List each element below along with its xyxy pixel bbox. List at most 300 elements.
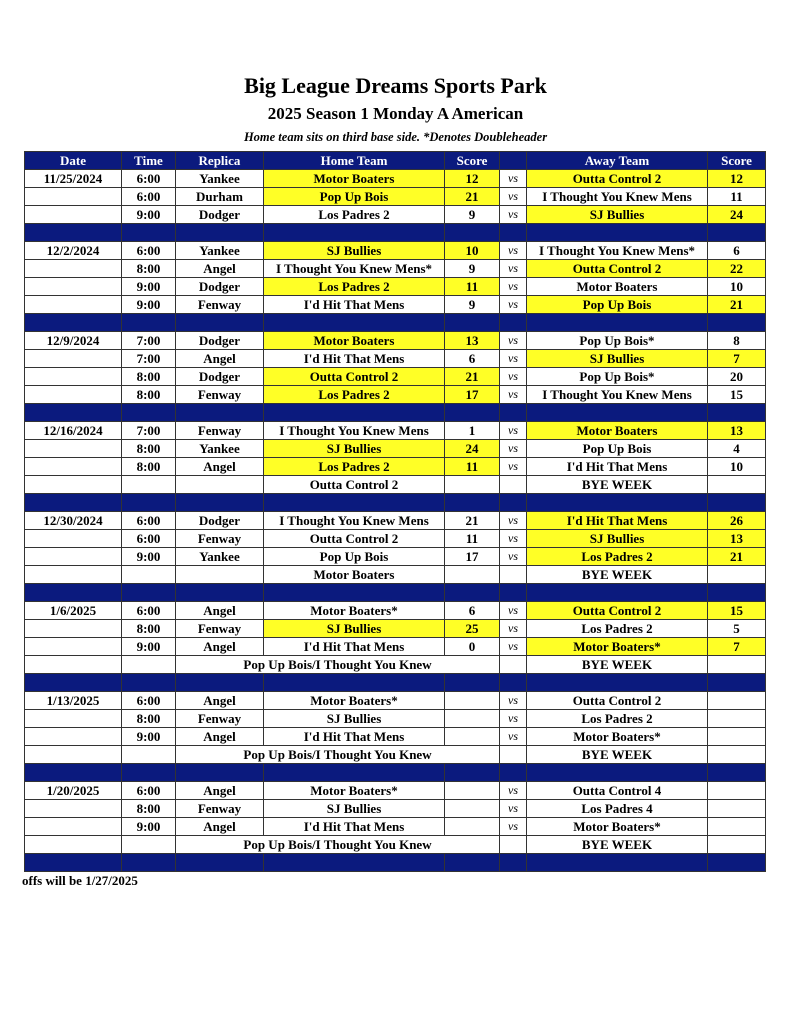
separator-row xyxy=(25,404,766,422)
game-row xyxy=(25,350,766,368)
time-cell: 7:00 xyxy=(122,422,176,440)
vs-cell: vs xyxy=(500,170,527,188)
away-team-cell: Los Padres 2 xyxy=(527,710,708,728)
home-team-cell: SJ Bullies xyxy=(264,710,445,728)
separator-cell xyxy=(176,404,264,422)
separator-cell xyxy=(500,674,527,692)
home-score-cell xyxy=(445,566,500,584)
home-team-cell: Outta Control 2 xyxy=(264,368,445,386)
date-cell xyxy=(25,638,122,656)
date-cell xyxy=(25,368,122,386)
separator-cell xyxy=(708,404,766,422)
game-row xyxy=(25,332,766,350)
date-cell xyxy=(25,476,122,494)
separator-cell xyxy=(445,584,500,602)
home-score-cell: 11 xyxy=(445,458,500,476)
header-vs xyxy=(500,152,527,170)
separator-cell xyxy=(176,674,264,692)
game-row xyxy=(25,242,766,260)
away-score-cell: 21 xyxy=(708,548,766,566)
vs-cell: vs xyxy=(500,188,527,206)
home-team-cell: I Thought You Knew Mens xyxy=(264,422,445,440)
date-cell xyxy=(25,836,122,854)
game-row xyxy=(25,530,766,548)
bye-row xyxy=(25,746,766,764)
separator-row xyxy=(25,854,766,872)
bye-team-cell: Pop Up Bois/I Thought You Knew xyxy=(176,656,500,674)
separator-row xyxy=(25,494,766,512)
home-team-cell: I Thought You Knew Mens xyxy=(264,512,445,530)
replica-cell: Angel xyxy=(176,782,264,800)
home-score-cell: 6 xyxy=(445,602,500,620)
replica-cell: Angel xyxy=(176,818,264,836)
home-score-cell: 24 xyxy=(445,440,500,458)
vs-cell: vs xyxy=(500,260,527,278)
replica-cell: Angel xyxy=(176,260,264,278)
home-score-cell: 21 xyxy=(445,512,500,530)
game-row xyxy=(25,710,766,728)
page-title: Big League Dreams Sports Park xyxy=(244,73,547,98)
away-team-cell: Motor Boaters* xyxy=(527,728,708,746)
separator-row xyxy=(25,224,766,242)
separator-row xyxy=(25,674,766,692)
replica-cell: Yankee xyxy=(176,170,264,188)
vs-cell: vs xyxy=(500,242,527,260)
date-cell: 1/20/2025 xyxy=(25,782,122,800)
separator-cell xyxy=(176,764,264,782)
date-cell xyxy=(25,620,122,638)
separator-cell xyxy=(445,224,500,242)
bye-row xyxy=(25,836,766,854)
date-cell xyxy=(25,710,122,728)
game-row xyxy=(25,278,766,296)
vs-cell: vs xyxy=(500,332,527,350)
away-score-cell: 13 xyxy=(708,530,766,548)
separator-cell xyxy=(25,224,122,242)
replica-cell: Dodger xyxy=(176,368,264,386)
time-cell: 9:00 xyxy=(122,296,176,314)
time-cell xyxy=(122,476,176,494)
replica-cell: Angel xyxy=(176,458,264,476)
separator-cell xyxy=(708,854,766,872)
separator-cell xyxy=(176,224,264,242)
time-cell: 8:00 xyxy=(122,458,176,476)
separator-row xyxy=(25,764,766,782)
separator-cell xyxy=(264,764,445,782)
date-cell xyxy=(25,548,122,566)
away-score-cell xyxy=(708,728,766,746)
time-cell: 9:00 xyxy=(122,206,176,224)
replica-cell: Yankee xyxy=(176,440,264,458)
home-score-cell: 17 xyxy=(445,386,500,404)
away-team-cell: I Thought You Knew Mens xyxy=(527,386,708,404)
separator-cell xyxy=(527,584,708,602)
vs-cell: vs xyxy=(500,368,527,386)
time-cell: 6:00 xyxy=(122,188,176,206)
time-cell: 9:00 xyxy=(122,818,176,836)
replica-cell: Angel xyxy=(176,602,264,620)
home-score-cell: 17 xyxy=(445,548,500,566)
time-cell: 8:00 xyxy=(122,386,176,404)
away-score-cell: 26 xyxy=(708,512,766,530)
away-team-cell: Outta Control 2 xyxy=(527,260,708,278)
time-cell: 6:00 xyxy=(122,602,176,620)
away-score-cell xyxy=(708,692,766,710)
away-team-cell: Motor Boaters xyxy=(527,422,708,440)
game-row xyxy=(25,548,766,566)
separator-cell xyxy=(264,404,445,422)
game-row xyxy=(25,512,766,530)
away-team-cell: I'd Hit That Mens xyxy=(527,512,708,530)
vs-cell: vs xyxy=(500,728,527,746)
away-score-cell: 15 xyxy=(708,602,766,620)
home-team-cell: I'd Hit That Mens xyxy=(264,818,445,836)
home-score-cell: 9 xyxy=(445,206,500,224)
game-row xyxy=(25,692,766,710)
time-cell xyxy=(122,746,176,764)
home-score-cell: 13 xyxy=(445,332,500,350)
away-team-cell: I Thought You Knew Mens* xyxy=(527,242,708,260)
separator-cell xyxy=(122,854,176,872)
separator-cell xyxy=(500,854,527,872)
away-score-cell: 10 xyxy=(708,278,766,296)
separator-cell xyxy=(445,674,500,692)
time-cell: 9:00 xyxy=(122,638,176,656)
bye-week-cell: BYE WEEK xyxy=(527,836,708,854)
time-cell: 8:00 xyxy=(122,620,176,638)
game-row xyxy=(25,782,766,800)
date-cell xyxy=(25,350,122,368)
date-cell xyxy=(25,566,122,584)
vs-cell: vs xyxy=(500,818,527,836)
replica-cell: Fenway xyxy=(176,800,264,818)
away-score-cell: 13 xyxy=(708,422,766,440)
home-team-cell: Motor Boaters* xyxy=(264,692,445,710)
away-score-cell xyxy=(708,476,766,494)
date-cell: 12/16/2024 xyxy=(25,422,122,440)
separator-cell xyxy=(176,314,264,332)
time-cell xyxy=(122,656,176,674)
replica-cell: Yankee xyxy=(176,242,264,260)
separator-cell xyxy=(445,314,500,332)
date-cell xyxy=(25,260,122,278)
separator-cell xyxy=(176,854,264,872)
separator-cell xyxy=(264,224,445,242)
away-team-cell: Motor Boaters* xyxy=(527,638,708,656)
separator-cell xyxy=(445,494,500,512)
time-cell: 6:00 xyxy=(122,782,176,800)
home-team-cell: Pop Up Bois xyxy=(264,188,445,206)
replica-cell: Fenway xyxy=(176,530,264,548)
home-team-cell: SJ Bullies xyxy=(264,800,445,818)
separator-cell xyxy=(122,404,176,422)
away-team-cell: Pop Up Bois xyxy=(527,296,708,314)
separator-cell xyxy=(708,584,766,602)
footer-note: offs will be 1/27/2025 xyxy=(22,873,138,888)
separator-cell xyxy=(500,494,527,512)
home-score-cell xyxy=(445,476,500,494)
separator-row xyxy=(25,314,766,332)
schedule-note: Home team sits on third base side. *Denotes Doubleheader xyxy=(243,130,548,144)
date-cell xyxy=(25,818,122,836)
home-team-cell: Los Padres 2 xyxy=(264,386,445,404)
header-home-score: Score xyxy=(445,152,500,170)
away-team-cell: Outta Control 4 xyxy=(527,782,708,800)
bye-team-cell: Outta Control 2 xyxy=(264,476,445,494)
game-row xyxy=(25,458,766,476)
vs-cell xyxy=(500,656,527,674)
time-cell: 7:00 xyxy=(122,332,176,350)
separator-row xyxy=(25,584,766,602)
game-row xyxy=(25,188,766,206)
vs-cell xyxy=(500,476,527,494)
away-team-cell: Outta Control 2 xyxy=(527,692,708,710)
home-score-cell xyxy=(445,800,500,818)
game-row xyxy=(25,638,766,656)
separator-cell xyxy=(527,674,708,692)
header-date: Date xyxy=(25,152,122,170)
home-score-cell: 21 xyxy=(445,188,500,206)
home-score-cell: 6 xyxy=(445,350,500,368)
away-score-cell xyxy=(708,566,766,584)
game-row xyxy=(25,260,766,278)
away-score-cell xyxy=(708,656,766,674)
home-team-cell: I'd Hit That Mens xyxy=(264,638,445,656)
away-score-cell: 8 xyxy=(708,332,766,350)
vs-cell: vs xyxy=(500,512,527,530)
bye-team-cell: Pop Up Bois/I Thought You Knew xyxy=(176,836,500,854)
away-team-cell: I'd Hit That Mens xyxy=(527,458,708,476)
away-team-cell: Outta Control 2 xyxy=(527,170,708,188)
away-score-cell: 5 xyxy=(708,620,766,638)
time-cell: 8:00 xyxy=(122,440,176,458)
time-cell: 8:00 xyxy=(122,800,176,818)
date-cell: 12/9/2024 xyxy=(25,332,122,350)
vs-cell: vs xyxy=(500,386,527,404)
away-score-cell: 12 xyxy=(708,170,766,188)
away-team-cell: Pop Up Bois* xyxy=(527,332,708,350)
away-score-cell xyxy=(708,818,766,836)
date-cell xyxy=(25,656,122,674)
vs-cell: vs xyxy=(500,548,527,566)
separator-cell xyxy=(708,764,766,782)
separator-cell xyxy=(25,404,122,422)
date-cell xyxy=(25,386,122,404)
separator-cell xyxy=(25,584,122,602)
away-score-cell xyxy=(708,782,766,800)
away-team-cell: Pop Up Bois* xyxy=(527,368,708,386)
replica-cell xyxy=(176,476,264,494)
home-score-cell: 12 xyxy=(445,170,500,188)
separator-cell xyxy=(527,494,708,512)
time-cell: 8:00 xyxy=(122,368,176,386)
time-cell: 9:00 xyxy=(122,548,176,566)
date-cell: 12/30/2024 xyxy=(25,512,122,530)
home-team-cell: SJ Bullies xyxy=(264,440,445,458)
vs-cell: vs xyxy=(500,350,527,368)
away-score-cell: 11 xyxy=(708,188,766,206)
date-cell: 12/2/2024 xyxy=(25,242,122,260)
bye-row xyxy=(25,476,766,494)
bye-row xyxy=(25,656,766,674)
away-score-cell xyxy=(708,710,766,728)
replica-cell: Yankee xyxy=(176,548,264,566)
home-score-cell: 0 xyxy=(445,638,500,656)
bye-team-cell: Pop Up Bois/I Thought You Knew xyxy=(176,746,500,764)
vs-cell xyxy=(500,836,527,854)
separator-cell xyxy=(176,494,264,512)
separator-cell xyxy=(264,674,445,692)
separator-cell xyxy=(445,854,500,872)
away-score-cell: 6 xyxy=(708,242,766,260)
game-row xyxy=(25,620,766,638)
game-row xyxy=(25,728,766,746)
bye-week-cell: BYE WEEK xyxy=(527,476,708,494)
home-team-cell: Pop Up Bois xyxy=(264,548,445,566)
separator-cell xyxy=(122,494,176,512)
away-team-cell: Motor Boaters xyxy=(527,278,708,296)
away-score-cell: 7 xyxy=(708,350,766,368)
away-team-cell: SJ Bullies xyxy=(527,530,708,548)
vs-cell: vs xyxy=(500,296,527,314)
home-team-cell: Motor Boaters xyxy=(264,332,445,350)
replica-cell: Fenway xyxy=(176,422,264,440)
date-cell: 1/13/2025 xyxy=(25,692,122,710)
home-score-cell xyxy=(445,710,500,728)
replica-cell: Angel xyxy=(176,350,264,368)
replica-cell: Dodger xyxy=(176,278,264,296)
time-cell: 6:00 xyxy=(122,242,176,260)
separator-cell xyxy=(264,854,445,872)
date-cell xyxy=(25,746,122,764)
home-team-cell: Motor Boaters* xyxy=(264,602,445,620)
separator-cell xyxy=(264,494,445,512)
away-team-cell: SJ Bullies xyxy=(527,350,708,368)
home-team-cell: Motor Boaters* xyxy=(264,782,445,800)
separator-cell xyxy=(176,584,264,602)
replica-cell: Dodger xyxy=(176,512,264,530)
vs-cell: vs xyxy=(500,602,527,620)
header-away-score: Score xyxy=(708,152,766,170)
vs-cell: vs xyxy=(500,638,527,656)
separator-cell xyxy=(500,224,527,242)
replica-cell: Fenway xyxy=(176,296,264,314)
home-score-cell xyxy=(445,692,500,710)
separator-cell xyxy=(527,764,708,782)
replica-cell xyxy=(176,566,264,584)
away-score-cell: 24 xyxy=(708,206,766,224)
time-cell: 9:00 xyxy=(122,278,176,296)
separator-cell xyxy=(25,854,122,872)
home-score-cell: 10 xyxy=(445,242,500,260)
time-cell: 7:00 xyxy=(122,350,176,368)
separator-cell xyxy=(708,224,766,242)
away-team-cell: Los Padres 2 xyxy=(527,548,708,566)
home-score-cell xyxy=(445,782,500,800)
away-score-cell xyxy=(708,800,766,818)
away-team-cell: Motor Boaters* xyxy=(527,818,708,836)
bye-week-cell: BYE WEEK xyxy=(527,566,708,584)
replica-cell: Angel xyxy=(176,692,264,710)
away-score-cell: 20 xyxy=(708,368,766,386)
header-home-team: Home Team xyxy=(264,152,445,170)
header-replica: Replica xyxy=(176,152,264,170)
away-score-cell xyxy=(708,836,766,854)
replica-cell: Fenway xyxy=(176,710,264,728)
bye-week-cell: BYE WEEK xyxy=(527,656,708,674)
vs-cell: vs xyxy=(500,782,527,800)
home-team-cell: I'd Hit That Mens xyxy=(264,350,445,368)
vs-cell: vs xyxy=(500,710,527,728)
vs-cell: vs xyxy=(500,530,527,548)
away-team-cell: Pop Up Bois xyxy=(527,440,708,458)
separator-cell xyxy=(527,854,708,872)
home-team-cell: I'd Hit That Mens xyxy=(264,296,445,314)
schedule-table xyxy=(24,151,766,872)
home-score-cell xyxy=(445,818,500,836)
separator-cell xyxy=(527,224,708,242)
separator-cell xyxy=(264,314,445,332)
bye-row xyxy=(25,566,766,584)
vs-cell: vs xyxy=(500,458,527,476)
separator-cell xyxy=(122,584,176,602)
home-score-cell: 21 xyxy=(445,368,500,386)
away-score-cell: 21 xyxy=(708,296,766,314)
replica-cell: Angel xyxy=(176,638,264,656)
separator-cell xyxy=(527,314,708,332)
page-subtitle: 2025 Season 1 Monday A American xyxy=(267,104,524,123)
time-cell: 6:00 xyxy=(122,170,176,188)
replica-cell: Angel xyxy=(176,728,264,746)
vs-cell: vs xyxy=(500,800,527,818)
time-cell: 6:00 xyxy=(122,512,176,530)
bye-week-cell: BYE WEEK xyxy=(527,746,708,764)
date-cell xyxy=(25,278,122,296)
replica-cell: Dodger xyxy=(176,332,264,350)
home-score-cell: 1 xyxy=(445,422,500,440)
date-cell xyxy=(25,296,122,314)
home-team-cell: I'd Hit That Mens xyxy=(264,728,445,746)
game-row xyxy=(25,206,766,224)
separator-cell xyxy=(25,764,122,782)
time-cell: 9:00 xyxy=(122,728,176,746)
home-team-cell: I Thought You Knew Mens* xyxy=(264,260,445,278)
separator-cell xyxy=(122,764,176,782)
vs-cell xyxy=(500,746,527,764)
away-team-cell: Outta Control 2 xyxy=(527,602,708,620)
away-team-cell: SJ Bullies xyxy=(527,206,708,224)
home-team-cell: SJ Bullies xyxy=(264,620,445,638)
header-away-team: Away Team xyxy=(527,152,708,170)
separator-cell xyxy=(25,314,122,332)
separator-cell xyxy=(708,494,766,512)
replica-cell: Durham xyxy=(176,188,264,206)
home-team-cell: Motor Boaters xyxy=(264,170,445,188)
away-score-cell: 10 xyxy=(708,458,766,476)
vs-cell: vs xyxy=(500,620,527,638)
away-score-cell: 4 xyxy=(708,440,766,458)
game-row xyxy=(25,422,766,440)
separator-cell xyxy=(25,674,122,692)
replica-cell: Fenway xyxy=(176,620,264,638)
separator-cell xyxy=(122,224,176,242)
vs-cell: vs xyxy=(500,422,527,440)
date-cell xyxy=(25,206,122,224)
game-row xyxy=(25,440,766,458)
date-cell xyxy=(25,458,122,476)
away-score-cell xyxy=(708,746,766,764)
home-score-cell: 11 xyxy=(445,278,500,296)
